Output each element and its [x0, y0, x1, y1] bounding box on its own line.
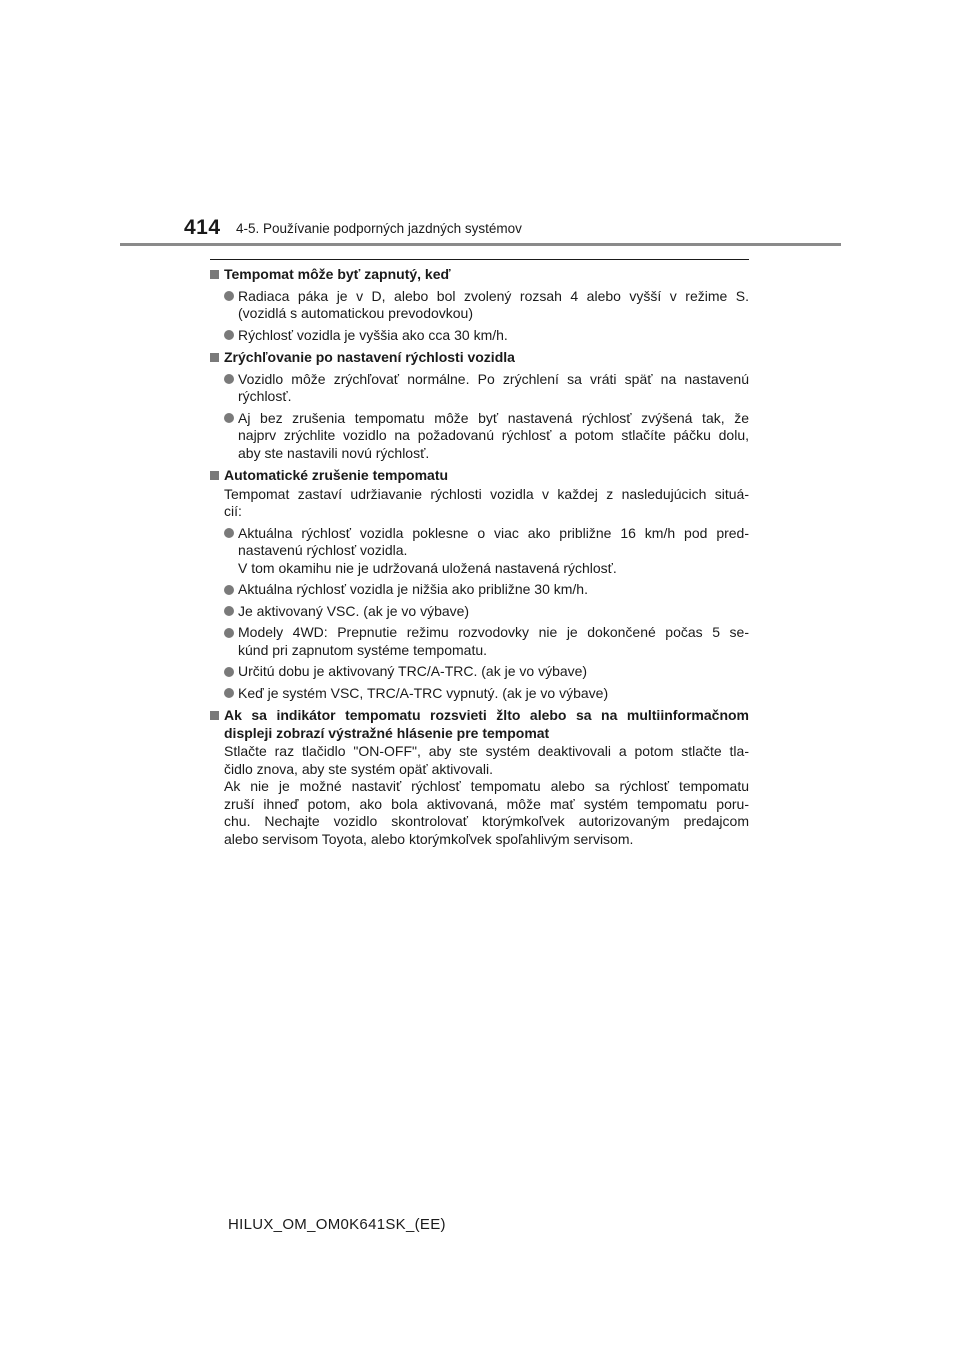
paragraph-line: Stlačte raz tlačidlo "ON-OFF", aby ste systém deaktivovali a potom stlačte tla-: [224, 743, 749, 759]
list-item: [210, 603, 749, 621]
section-heading-text: Automatické zrušenie tempomatu: [224, 467, 449, 483]
circle-bullet-icon: [224, 330, 234, 340]
section-paragraph: [210, 743, 749, 848]
list-item-text: Vozidlo môže zrýchľovať normálne. Po zrýchlení sa vráti späť na nastavenú: [238, 370, 749, 387]
list-item-text: Aktuálna rýchlosť vozidla je nižšia ako približne 30 km/h.: [238, 581, 588, 597]
list-item-text: rýchlosť.: [238, 388, 292, 404]
section-heading-text: displeji zobrazí výstražné hlásenie pre tempomat: [224, 724, 550, 741]
square-bullet-icon: [210, 353, 219, 362]
page-number: 414: [184, 216, 221, 239]
list-item-text: Aktuálna rýchlosť vozidla poklesne o viac ako približne 16 km/h pod pred-: [238, 524, 749, 541]
list-item-text: Aj bez zrušenia tempomatu môže byť nastavená rýchlosť zvýšená tak, že: [238, 409, 749, 426]
paragraph-line: chu. Nechajte vozidlo skontrolovať ktorýmkoľvek autorizovaným predajcom: [224, 813, 749, 829]
list-item: [210, 624, 749, 659]
list-item-text: nastavenú rýchlosť vozidla.: [238, 542, 408, 558]
paragraph-line: Ak nie je možné nastaviť rýchlosť tempomatu alebo sa rýchlosť tempomatu: [224, 778, 749, 794]
section-heading: [210, 467, 749, 485]
header-rule: [120, 243, 841, 246]
chapter-title: 4-5. Používanie podporných jazdných systémov: [236, 221, 522, 236]
page-content: [210, 266, 749, 848]
paragraph-line: alebo servisom Toyota, alebo ktorýmkoľvek spoľahlivým servisom.: [224, 830, 634, 847]
square-bullet-icon: [210, 270, 219, 279]
circle-bullet-icon: [224, 585, 234, 595]
circle-bullet-icon: [224, 528, 234, 538]
list-item: [210, 663, 749, 681]
paragraph-line: čidlo znova, aby ste systém opäť aktivovali.: [224, 760, 494, 777]
list-item-text: Určitú dobu je aktivovaný TRC/A-TRC. (ak je vo výbave): [238, 663, 588, 679]
list-item: [210, 685, 749, 703]
list-item-text: Modely 4WD: Prepnutie režimu rozvodovky nie je dokončené počas 5 se-: [238, 624, 749, 640]
square-bullet-icon: [210, 711, 219, 720]
list-item-text: Rýchlosť vozidla je vyššia ako cca 30 km/h.: [238, 326, 508, 343]
list-item: [210, 581, 749, 599]
paragraph-line: cií:: [224, 503, 242, 519]
paragraph-line: zruší ihneď potom, ako bola aktivovaná, môže mať systém tempomatu poru-: [224, 795, 749, 812]
list-item-text: (vozidlá s automatickou prevodovkou): [238, 305, 474, 321]
list-item-text: aby ste nastavili novú rýchlosť.: [238, 444, 430, 461]
section-heading-text: Zrýchľovanie po nastavení rýchlosti vozidla: [224, 349, 515, 365]
list-item-text: najprv zrýchlite vozidlo na požadovanú rýchlosť a potom stlačíte páčku dolu,: [238, 427, 749, 443]
list-item-text: kúnd pri zapnutom systéme tempomatu.: [238, 641, 488, 658]
section-heading: [210, 266, 749, 284]
section-heading-text: Tempomat môže byť zapnutý, keď: [224, 266, 451, 282]
section-intro: [210, 486, 749, 521]
list-item: [210, 410, 749, 463]
circle-bullet-icon: [224, 667, 234, 677]
list-item: [210, 525, 749, 578]
circle-bullet-icon: [224, 291, 234, 301]
list-item-text: Je aktivovaný VSC. (ak je vo výbave): [238, 602, 470, 619]
section-heading: [210, 349, 749, 367]
list-item-text: Keď je systém VSC, TRC/A-TRC vypnutý. (ak je vo výbave): [238, 684, 609, 701]
circle-bullet-icon: [224, 688, 234, 698]
square-bullet-icon: [210, 471, 219, 480]
circle-bullet-icon: [224, 628, 234, 638]
section-heading: [210, 707, 749, 742]
circle-bullet-icon: [224, 413, 234, 423]
circle-bullet-icon: [224, 374, 234, 384]
list-item: [210, 371, 749, 406]
list-item: [210, 288, 749, 323]
list-item: [210, 327, 749, 345]
list-item-text: Radiaca páka je v D, alebo bol zvolený rozsah 4 alebo vyšší v režime S.: [238, 287, 749, 304]
document-code: HILUX_OM_OM0K641SK_(EE): [228, 1216, 446, 1233]
content-divider: [210, 259, 749, 260]
circle-bullet-icon: [224, 606, 234, 616]
paragraph-line: Tempomat zastaví udržiavanie rýchlosti vozidla v každej z nasledujúcich situá-: [224, 485, 749, 502]
list-item-text: V tom okamihu nie je udržovaná uložená nastavená rýchlosť.: [238, 559, 617, 576]
section-heading-text: Ak sa indikátor tempomatu rozsvieti žlto alebo sa na multiinformačnom: [224, 707, 749, 723]
